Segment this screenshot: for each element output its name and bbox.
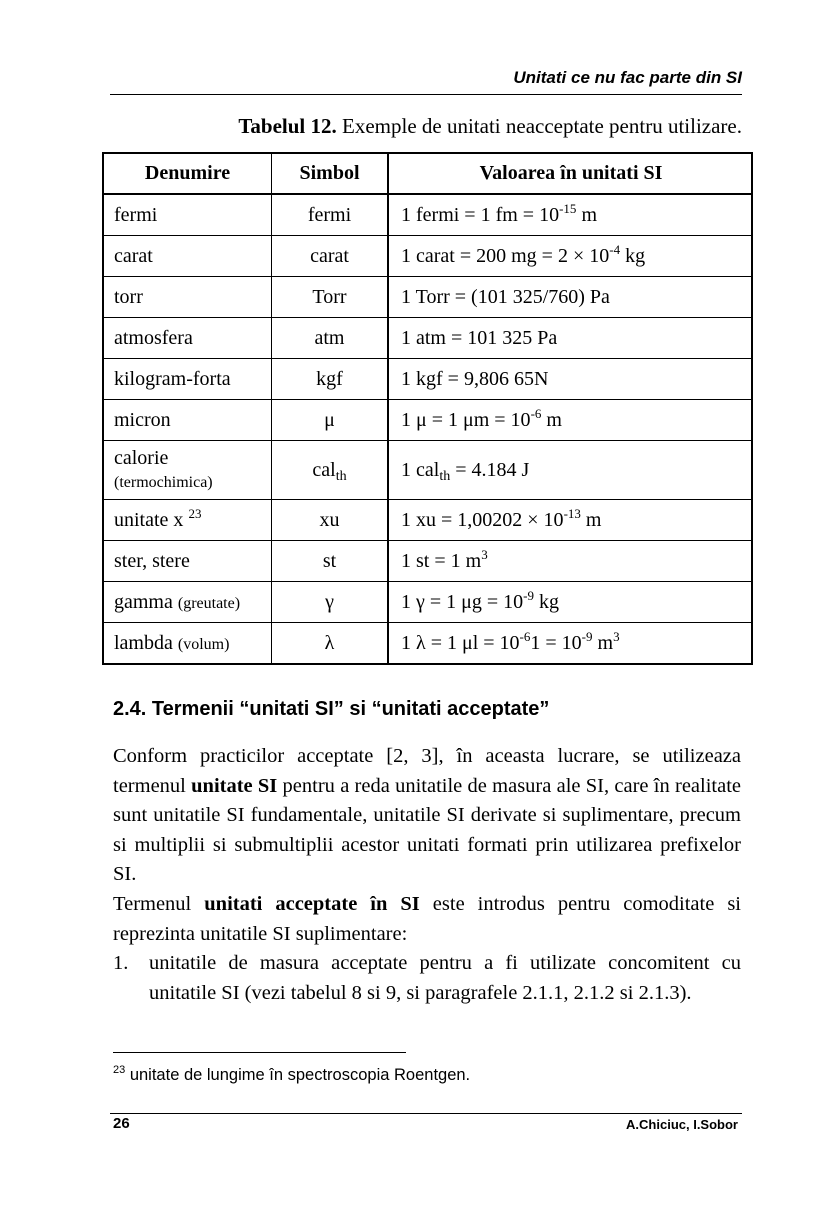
superscript: -9 <box>581 628 593 644</box>
cell-text: fermi <box>114 203 158 226</box>
text: pentru a reda unitatile de masura ale SI, care în realitate sunt unitatile SI fundamentale, unitatile SI derivate si suplimentare, precum si multiplii si submultiplii acestor unitati formati prin utilizarea prefixelor SI. <box>113 774 741 886</box>
paragraph <box>113 890 741 949</box>
cell-symbol <box>272 194 389 236</box>
superscript: -9 <box>523 587 534 603</box>
superscript: -6 <box>519 628 531 644</box>
cell-name <box>103 623 272 665</box>
table-caption-label: Tabelul 12. <box>238 114 337 138</box>
cell-value <box>388 277 752 318</box>
cell-symbol <box>272 500 389 541</box>
cell-text: fermi <box>307 203 352 226</box>
footnote-mark: 23 <box>113 1064 126 1076</box>
cell-symbol <box>272 541 389 582</box>
cell-name <box>103 582 272 623</box>
cell-text: atm <box>314 326 345 349</box>
cell-text: (termochimica) <box>114 474 213 491</box>
cell-text: carat <box>310 244 349 267</box>
subscript: th <box>335 468 347 484</box>
superscript: 23 <box>188 505 202 521</box>
cell-text: m <box>541 408 562 431</box>
cell-text: 1 fermi = 1 fm = 10 <box>401 203 560 226</box>
table-row <box>103 318 752 359</box>
cell-value <box>388 236 752 277</box>
table-row <box>103 623 752 665</box>
cell-symbol <box>272 359 389 400</box>
cell-text: (greutate) <box>177 594 241 612</box>
table-row <box>103 194 752 236</box>
cell-text: unitate x <box>114 508 189 531</box>
cell-value <box>388 400 752 441</box>
cell-value <box>388 623 752 665</box>
text: Conform practicilor acceptate [2, 3], în aceasta lucrare, se utilizeaza termenul <box>113 745 741 797</box>
cell-symbol <box>272 277 389 318</box>
footnote <box>113 1066 470 1085</box>
cell-name <box>103 441 272 500</box>
column-header-symbol: Simbol <box>272 153 389 194</box>
table-caption <box>110 114 742 139</box>
superscript: 3 <box>613 628 620 644</box>
cell-name <box>103 359 272 400</box>
table-header-row <box>103 153 752 194</box>
table-row <box>103 277 752 318</box>
cell-text: (volum) <box>177 635 230 653</box>
cell-name <box>103 194 272 236</box>
cell-name <box>103 318 272 359</box>
units-table <box>102 152 753 665</box>
cell-text: kg <box>533 590 559 613</box>
cell-text: torr <box>114 285 143 308</box>
cell-text: kilogram-forta <box>114 367 231 390</box>
cell-text: st <box>322 549 337 572</box>
table-row <box>103 582 752 623</box>
cell-text: 1 μ = 1 μm = 10 <box>401 408 531 431</box>
cell-text: kg <box>620 244 646 267</box>
table-row <box>103 441 752 500</box>
table-caption-text: Exemple de unitati neacceptate pentru utilizare. <box>336 114 742 138</box>
superscript: -4 <box>609 241 621 257</box>
superscript: -6 <box>530 405 542 421</box>
cell-value <box>388 582 752 623</box>
bold-term: unitate SI <box>191 774 278 797</box>
cell-text: cal <box>312 458 336 481</box>
cell-text: λ <box>324 631 335 654</box>
cell-text: gamma <box>114 590 178 613</box>
cell-text: 1 γ = 1 μg = 10 <box>401 590 524 613</box>
cell-value <box>388 441 752 500</box>
table-row <box>103 359 752 400</box>
cell-value <box>388 541 752 582</box>
table-row <box>103 500 752 541</box>
cell-symbol <box>272 318 389 359</box>
cell-text: carat <box>114 244 153 267</box>
table-row <box>103 236 752 277</box>
cell-text: 1 carat = 200 mg = 2 × 10 <box>401 244 610 267</box>
page-number: 26 <box>113 1115 130 1132</box>
list-text: unitatile de masura acceptate pentru a fi utilizate concomitent cu unitatile SI (vezi tabelul 8 si 9, si paragrafele 2.1.1, 2.1.2 si 2.1.3). <box>149 952 741 1004</box>
table-row <box>103 400 752 441</box>
cell-text: 1 st = 1 m <box>401 549 482 572</box>
cell-text: 1 cal <box>401 458 440 481</box>
column-header-name: Denumire <box>103 153 272 194</box>
cell-text: 1 xu = 1,00202 × 10 <box>401 508 564 531</box>
cell-symbol <box>272 623 389 665</box>
cell-text: 1 atm = 101 325 Pa <box>401 326 558 349</box>
cell-text: Torr <box>312 285 347 308</box>
cell-name <box>103 541 272 582</box>
column-header-value: Valoarea în unitati SI <box>388 153 752 194</box>
cell-text: 1 λ = 1 μl = 10 <box>401 631 520 654</box>
bold-term: unitati acceptate în SI <box>204 892 420 915</box>
cell-value <box>388 318 752 359</box>
cell-text: xu <box>319 508 340 531</box>
cell-symbol <box>272 236 389 277</box>
running-header: Unitati ce nu fac parte din SI <box>513 68 742 87</box>
cell-text: m <box>576 203 597 226</box>
cell-name <box>103 277 272 318</box>
text: Termenul <box>113 892 205 915</box>
superscript: -15 <box>559 200 577 216</box>
header-rule <box>110 94 742 95</box>
superscript: -13 <box>563 505 581 521</box>
subscript: th <box>439 468 451 484</box>
cell-text: γ <box>325 590 334 613</box>
cell-text: m <box>592 631 614 654</box>
footer-rule <box>110 1113 742 1114</box>
cell-text: μ <box>324 408 335 431</box>
cell-name <box>103 400 272 441</box>
cell-value <box>388 194 752 236</box>
section-body <box>113 742 741 1008</box>
superscript: 3 <box>481 546 488 562</box>
cell-symbol <box>272 400 389 441</box>
list-number: 1. <box>113 952 129 975</box>
list-item <box>113 949 741 1008</box>
cell-text: 1 Torr = (101 325/760) Pa <box>401 285 610 308</box>
cell-symbol <box>272 441 389 500</box>
cell-text: atmosfera <box>114 326 193 349</box>
cell-text: 1 = 10 <box>530 631 582 654</box>
cell-text: ster, stere <box>114 549 190 572</box>
cell-text: kgf <box>316 367 343 390</box>
section-heading: 2.4. Termenii “unitati SI” si “unitati acceptate” <box>113 698 550 720</box>
text: este introdus pentru comoditate si reprezinta unitatile SI suplimentare: <box>113 892 741 945</box>
footnote-rule <box>113 1052 406 1053</box>
cell-name <box>103 236 272 277</box>
cell-value <box>388 500 752 541</box>
table-row <box>103 541 752 582</box>
cell-symbol <box>272 582 389 623</box>
footer-authors: A.Chiciuc, I.Sobor <box>626 1117 738 1132</box>
cell-name <box>103 500 272 541</box>
paragraph <box>113 742 741 890</box>
cell-text: lambda <box>114 631 178 654</box>
cell-text: micron <box>114 408 171 431</box>
cell-value <box>388 359 752 400</box>
cell-text: m <box>580 508 602 531</box>
cell-text: calorie <box>114 447 169 469</box>
footnote-text: unitate de lungime în spectroscopia Roentgen. <box>125 1066 471 1084</box>
cell-text: 1 kgf = 9,806 65N <box>401 367 549 390</box>
cell-text: = 4.184 J <box>450 458 530 481</box>
